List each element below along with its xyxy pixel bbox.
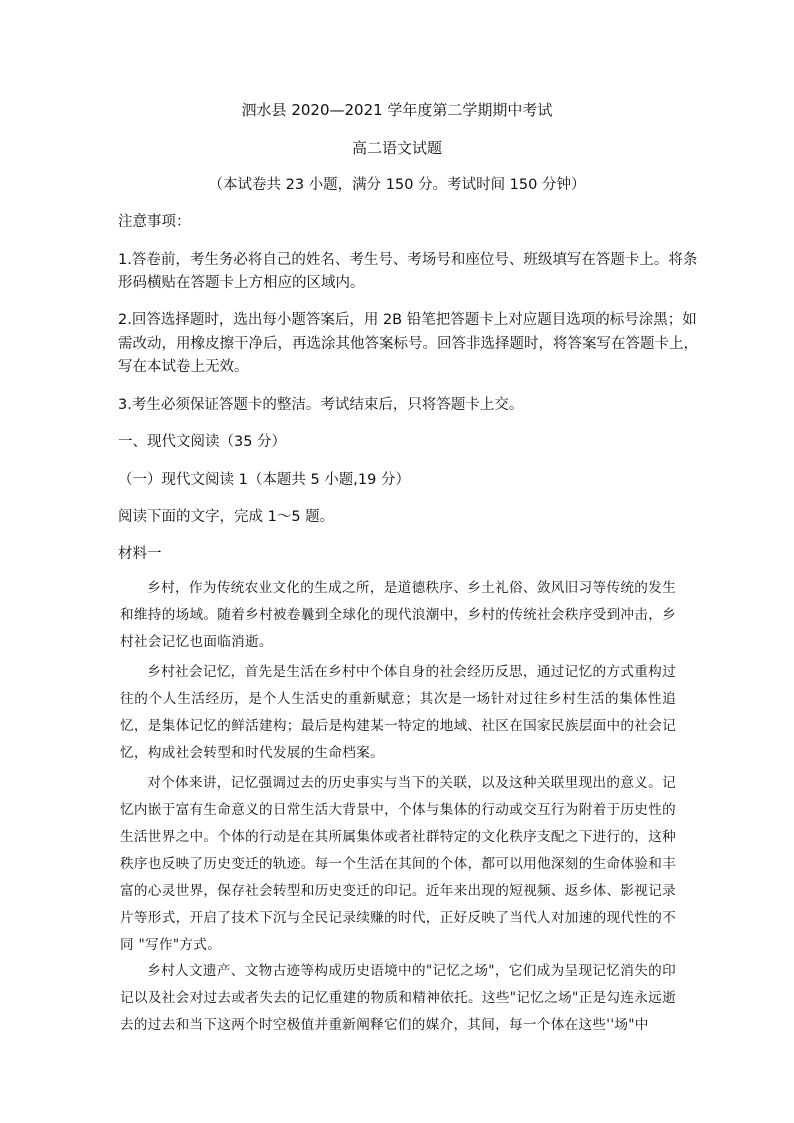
material-label: 材料一 (118, 546, 162, 562)
reading-instruction: 阅读下面的文字，完成 1～5 题。 (118, 509, 335, 525)
note-item-2-line-3: 写在本试卷上无效。 (118, 359, 249, 375)
section-heading: 一、现代文阅读（35 分） (118, 434, 287, 450)
passage-paragraph-3: 对个体来讲，记忆强调过去的历史事实与当下的关联，以及这种关联里现出的意义。记忆内嵌于富有生命意义的日常生活大背景中，个体与集体的行动或交互行为附着于历史性的生活世界之中。个体的行动是在其所属集体或者社群特定的文化秩序支配之下进行的，这种秩序也反映了历史变迁的轨迹。每一个生活在其间的个体，都可以用他深刻的生命体验和丰富的心灵世界，保存社会转型和历史变迁的印记。近年来出现的短视频、返乡体、影视记录片等形式，开启了技术下沉与全民记录续赚的时代，正好反映了当代人对加速的现代性的不同 "写作"方式。 (120, 775, 676, 953)
section-subheading: （一）现代文阅读 1（本题共 5 小题,19 分） (118, 472, 410, 488)
exam-title: 泗水县 2020—2021 学年度第二学期期中考试 (241, 101, 553, 119)
passage-paragraph-2: 乡村社会记忆，首先是生活在乡村中个体自身的社会经历反思，通过记忆的方式重构过往的个人生活经历，是个人生活史的重新赋意；其次是一场针对过往乡村生活的集体性追忆，是集体记忆的鲜活建构；最后是构建某一特定的地域、社区在国家民族层面中的社会记忆，构成社会转型和时代发展的生命档案。 (120, 664, 676, 761)
passage-paragraph-4: 乡村人文遗产、文物古迹等构成历史语境中的"记忆之场"，它们成为呈现记忆消失的印记以及社会对过去或者失去的记忆重建的物质和精神依托。这些"记忆之场"正是勾连永远逝去的过去和当下这两个时空极值并重新阐释它们的媒介，其间，每一个体在这些''场"中 (120, 963, 676, 1033)
notes-heading: 注意事项： (118, 214, 191, 230)
passage-paragraph-1: 乡村，作为传统农业文化的生成之所，是道德秩序、乡土礼俗、敛风旧习等传统的发生和维持的场域。随着乡村被卷曩到全球化的现代浪潮中，乡村的传统社会秩序受到冲击，乡村社会记忆也面临消逝。 (120, 580, 676, 650)
note-item-2-line-2: 需改动，用橡皮擦干净后，再选涂其他答案标号。回答非选择题时，将答案写在答题卡上， (118, 336, 698, 352)
note-item-1-line-1: 1.答卷前，考生务必将自己的姓名、考生号、考场号和座位号、班级填写在答题卡上。将条 (118, 252, 698, 268)
note-item-2-line-1: 2.回答选择题时，选出每小题答案后，用 2B 铅笔把答题卡上对应题目选项的标号涂黑；如 (118, 312, 697, 328)
exam-info: （本试卷共 23 小题，满分 150 分。考试时间 150 分钟） (208, 177, 586, 193)
note-item-1-line-2: 形码横贴在答题卡上方相应的区域内。 (118, 275, 365, 291)
subject-title: 高二语文试题 (351, 139, 442, 157)
note-item-3: 3.考生必须保证答题卡的整洁。考试结束后，只将答题卡上交。 (118, 397, 524, 413)
